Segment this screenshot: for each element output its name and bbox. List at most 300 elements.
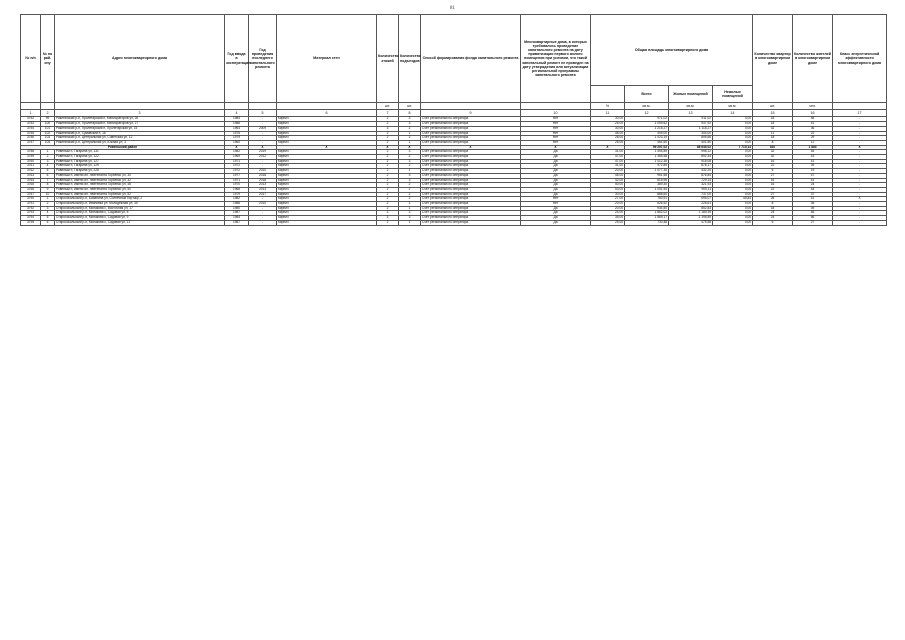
table-cell: 3790 (21, 197, 41, 202)
table-cell: 737,00 (669, 192, 713, 197)
table-cell: 304,00 (669, 131, 713, 136)
column-number: 17 (833, 110, 887, 117)
table-cell: 42,00 (591, 178, 625, 183)
table-cell: Старооскольский р-н, Монакова с, Садовая ул, 11 (55, 220, 225, 225)
column-number: 2 (41, 110, 55, 117)
table-cell: 27,00 (591, 197, 625, 202)
table-cell: Счёт регионального оператора (421, 192, 521, 197)
table-cell: 2 (377, 155, 399, 160)
table-cell: 32 (753, 126, 793, 131)
table-cell: Ровеньки п, имени ил. лейтенанта Горбенко ул, 30 (55, 173, 225, 178)
table-cell: 10 (41, 192, 55, 197)
table-cell: 895,66 (669, 136, 713, 141)
table-cell: Ровеньки п, Гагарина ул, 122 (55, 155, 225, 160)
table-cell: 0,00 (713, 155, 753, 160)
table-cell: - (249, 122, 277, 127)
table-cell: Да (521, 183, 591, 188)
table-cell: 888,60 (625, 192, 669, 197)
table-cell: Ровеньки п, имени ил. лейтенанта Горбенко ул, 52 (55, 192, 225, 197)
table-cell: 31,00 (591, 150, 625, 155)
table-cell: 2 (377, 220, 399, 225)
table-cell: X (833, 197, 887, 202)
table-cell: 16 (753, 178, 793, 183)
table-cell: 50,00 (591, 183, 625, 188)
table-cell: 3763 (21, 173, 41, 178)
table-cell: Да (521, 206, 591, 211)
table-cell: Кирпич (277, 150, 377, 155)
table-cell: Счёт регионального оператора (421, 206, 521, 211)
table-cell: - (249, 164, 277, 169)
table-cell: 961,58 (625, 173, 669, 178)
section-cell: 7 719,14 (713, 145, 753, 150)
table-cell: 16 (753, 183, 793, 188)
table-cell: 20,00 (591, 169, 625, 174)
table-cell: 0,00 (713, 136, 753, 141)
table-cell: Счёт регионального оператора (421, 122, 521, 127)
table-cell: 41 (793, 159, 833, 164)
table-cell: Счёт регионального оператора (421, 164, 521, 169)
section-cell: X (421, 145, 521, 150)
table-cell: 39 (793, 164, 833, 169)
table-cell: 45,84 (713, 197, 753, 202)
table-cell: Ровеньки п, Гагарина ул, 228 (55, 169, 225, 174)
table-cell: 3757 (21, 140, 41, 145)
table-cell: 2 (377, 178, 399, 183)
rows-rakityansky (21, 117, 887, 145)
rows-rovensky (21, 150, 887, 197)
table-cell: 1984 (225, 216, 249, 221)
table-cell: 27 (793, 220, 833, 225)
table-cell: Да (521, 173, 591, 178)
header-in-list: Многоквартирные дома, в которых требовалось проведение капитального ремонта на дату приватизации первого жилого помещения при условии, что такой капитальный ремонт не проведен на дату утверждения или актуализации региональной программы капитального ремонта (521, 15, 591, 103)
header-address: Адрес многоквартирного дома (55, 15, 225, 103)
table-cell: 2 (399, 126, 421, 131)
table-cell: Кирпич (277, 220, 377, 225)
table-cell: 2018 (249, 173, 277, 178)
column-number: 16 (793, 110, 833, 117)
table-cell: Ровеньки п, Гагарина ул, 129 (55, 164, 225, 169)
table-cell: 3767 (21, 192, 41, 197)
table-cell: 1 (399, 140, 421, 145)
table-cell: 2010 (249, 169, 277, 174)
table-cell: 4 (41, 164, 55, 169)
table-cell: 225,61 (669, 202, 713, 207)
table-cell: Счёт регионального оператора (421, 173, 521, 178)
table-cell: 32 (753, 155, 793, 160)
table-cell: 1 494,89 (625, 150, 669, 155)
table-cell: Ракитянский р-н, Центральная ул, Советская ул, 12 (55, 136, 225, 141)
table-cell: Ровеньки п, имени ил. лейтенанта Горбенко ул, 48 (55, 183, 225, 188)
table-cell: Счёт регионального оператора (421, 169, 521, 174)
table-cell: 2 (377, 197, 399, 202)
column-number: 5 (249, 110, 277, 117)
table-cell: 32 (753, 150, 793, 155)
table-cell: 972,85 (625, 164, 669, 169)
header-total-area: Общая площадь многоквартирного дома (591, 15, 753, 86)
table-cell: 37 (793, 192, 833, 197)
header-fund-method: Способ формирования фонда капитального ремонта (421, 15, 521, 103)
header-num: № п/п (21, 15, 41, 103)
section-cell: 99 297,02 (625, 145, 669, 150)
table-cell: 25,00 (591, 220, 625, 225)
table-cell: 2018 (249, 178, 277, 183)
table-cell: 1982 (225, 197, 249, 202)
table-cell: Ровеньки п, Гагарина ул, 131 (55, 150, 225, 155)
table-cell: 44 (793, 187, 833, 192)
table-cell: Нет (521, 131, 591, 136)
table-cell: 1 189,39 (669, 211, 713, 216)
table-cell: 934,50 (625, 206, 669, 211)
table-cell: 3756 (21, 136, 41, 141)
table-cell: 8 (41, 183, 55, 188)
table-cell: 35,00 (591, 216, 625, 221)
table-cell: 46 (793, 211, 833, 216)
section-cell: X (225, 145, 249, 150)
table-cell: 3 (399, 216, 421, 221)
table-cell: 2017 (249, 192, 277, 197)
unit-residents: чел. (793, 103, 833, 110)
table-cell: - (249, 159, 277, 164)
table-cell: 8 (753, 140, 793, 145)
table-cell: 2 (377, 183, 399, 188)
table-cell: 8 (753, 202, 793, 207)
table-cell: 11 (753, 131, 793, 136)
table-cell: 1 077,30 (625, 169, 669, 174)
table-cell: 3 (399, 211, 421, 216)
table-cell: - (833, 211, 887, 216)
table-cell: 1982 (225, 150, 249, 155)
unit-entrances: шт. (399, 103, 421, 110)
table-cell: - (833, 178, 887, 183)
table-cell: 45,00 (591, 173, 625, 178)
table-cell: 1 (399, 169, 421, 174)
table-cell: 47 (793, 173, 833, 178)
section-cell: X (833, 145, 887, 150)
table-cell: 2 (377, 187, 399, 192)
table-cell: - (833, 169, 887, 174)
table-cell: 0,00 (713, 211, 753, 216)
table-cell: - (833, 117, 887, 122)
table-cell: 815,96 (625, 178, 669, 183)
table-cell: 321,93 (669, 183, 713, 188)
table-cell: 730,48 (625, 220, 669, 225)
table-cell: 2012 (249, 155, 277, 160)
page-number: 81 (450, 6, 455, 11)
table-cell: 3 (399, 122, 421, 127)
table-cell: 45,00 (591, 131, 625, 136)
table-cell: 2 (377, 173, 399, 178)
table-cell: 3766 (21, 187, 41, 192)
table-cell: 1 (399, 202, 421, 207)
table-cell: Кирпич (277, 187, 377, 192)
table-cell: 3 (377, 126, 399, 131)
table-cell: 1971 (225, 159, 249, 164)
table-cell: 1972 (225, 164, 249, 169)
section-cell: 810 (753, 145, 793, 150)
table-cell: 24,00 (591, 211, 625, 216)
table-cell: 405,00 (625, 131, 669, 136)
table-cell: Да (521, 216, 591, 221)
table-cell: Ракитянский р-н, Пролетарский п, Мелиораторов ул, 26 (55, 117, 225, 122)
table-cell: Кирпич (277, 211, 377, 216)
table-cell: 3 (41, 159, 55, 164)
table-cell: Счёт регионального оператора (421, 126, 521, 131)
table-cell: 1987 (225, 220, 249, 225)
table-cell: - (833, 206, 887, 211)
table-cell: 2013 (249, 183, 277, 188)
table-cell: 3759 (21, 155, 41, 160)
table-cell: 47,00 (591, 159, 625, 164)
table-cell: 3758 (21, 150, 41, 155)
table-cell: Кирпич (277, 131, 377, 136)
table-cell: Старооскольский р-н, Бабанина ул, Солнечный бор мкр, 2 (55, 197, 225, 202)
table-cell: Да (521, 169, 591, 174)
table-cell: 0,00 (713, 150, 753, 155)
table-cell: 53,00 (591, 187, 625, 192)
table-cell: 1969 (225, 155, 249, 160)
table-cell: Кирпич (277, 122, 377, 127)
column-number: 13 (669, 110, 713, 117)
table-cell: 100 (41, 122, 55, 127)
table-cell: - (833, 216, 887, 221)
section-cell: X (277, 145, 377, 150)
table-cell: 1988 (225, 122, 249, 127)
table-cell: 3793 (21, 211, 41, 216)
unit-m2-nonliving: кв.м. (713, 103, 753, 110)
table-cell: 1 023,19 (625, 136, 669, 141)
table-cell: 971,02 (625, 117, 669, 122)
header-energy-class: Класс энергетической эффективности многоквартирного дома (833, 15, 887, 103)
table-cell: 3762 (21, 169, 41, 174)
table-cell: 18 (753, 206, 793, 211)
section-cell: X (249, 145, 277, 150)
table-cell: Нет (521, 197, 591, 202)
table-cell: - (249, 117, 277, 122)
table-cell: Кирпич (277, 155, 377, 160)
table-cell: 3754 (21, 126, 41, 131)
table-cell: Счёт регионального оператора (421, 159, 521, 164)
table-cell: Старооскольский р-н, Монакова с, Садовая ул, 9 (55, 216, 225, 221)
rows-starooskolsky (21, 197, 887, 225)
table-cell: 2 (399, 197, 421, 202)
table-cell: 20,00 (591, 202, 625, 207)
header-apartments: Количество квартир в многоквартирном доме (753, 15, 793, 103)
table-cell: 2 (377, 122, 399, 127)
table-cell: Счёт регионального оператора (421, 136, 521, 141)
table-cell: - (833, 136, 887, 141)
table-cell: 461,50 (625, 140, 669, 145)
table-cell: - (833, 150, 887, 155)
table-cell: Кирпич (277, 206, 377, 211)
section-cell: X (377, 145, 399, 150)
header-spacer (591, 86, 625, 103)
table-cell: 29 (793, 136, 833, 141)
column-number: 9 (421, 110, 521, 117)
unit-percent: % (591, 103, 625, 110)
table-cell: 1 012,36 (625, 159, 669, 164)
table-cell: 2013 (249, 187, 277, 192)
table-cell: 1 (41, 197, 55, 202)
table-cell: - (833, 159, 887, 164)
table-cell: Счёт регионального оператора (421, 211, 521, 216)
column-number: 4 (225, 110, 249, 117)
table-cell: Счёт регионального оператора (421, 202, 521, 207)
table-cell: 2 (377, 117, 399, 122)
table-cell: 6 (41, 220, 55, 225)
table-cell: Нет (521, 136, 591, 141)
table-cell: 30,00 (591, 117, 625, 122)
table-cell: 2 (377, 202, 399, 207)
table-cell: 0,00 (713, 178, 753, 183)
table-cell: 6 (753, 220, 793, 225)
table-cell: 937,92 (669, 122, 713, 127)
table-cell: Ракитянский р-н, Центральная ул, Южная ул, 3 (55, 140, 225, 145)
table-cell: 876,84 (669, 173, 713, 178)
table-cell: Кирпич (277, 159, 377, 164)
table-cell: 1 (399, 206, 421, 211)
table-cell: Ровеньки п, Гагарина ул, 127 (55, 159, 225, 164)
table-cell: 3764 (21, 178, 41, 183)
table-cell: Счёт регионального оператора (421, 197, 521, 202)
table-cell: 760,91 (625, 197, 669, 202)
table-cell: 432,20 (669, 169, 713, 174)
table-cell: Кирпич (277, 216, 377, 221)
table-cell: 2 (377, 136, 399, 141)
table-cell: 28,00 (591, 136, 625, 141)
table-cell: 1977 (225, 173, 249, 178)
table-cell: 3 (399, 159, 421, 164)
table-cell: 1972 (225, 169, 249, 174)
table-cell: 0,00 (713, 131, 753, 136)
table-cell: 0,00 (713, 140, 753, 145)
table-cell: Кирпич (277, 169, 377, 174)
table-cell: 475,58 (669, 220, 713, 225)
table-cell: 2 (377, 131, 399, 136)
table-cell: 2 (377, 140, 399, 145)
table-cell: 39 (793, 206, 833, 211)
table-cell: 0,00 (713, 192, 753, 197)
table-cell: Да (521, 192, 591, 197)
table-cell: 27 (753, 192, 793, 197)
table-cell: 2 (377, 150, 399, 155)
table-cell: Старооскольский р-н, Монакова с, Садовая ул, 8 (55, 211, 225, 216)
table-cell: Да (521, 150, 591, 155)
table-cell: 852,83 (669, 206, 713, 211)
header-area-living: Жилых помещений (669, 86, 713, 103)
table-cell: Ровеньки п, имени ил. лейтенанта Горбенко ул, 32 (55, 178, 225, 183)
table-cell: 1 (41, 150, 55, 155)
table-cell: 30,00 (591, 192, 625, 197)
table-cell: Кирпич (277, 164, 377, 169)
table-cell: - (249, 211, 277, 216)
table-cell: 1979 (225, 192, 249, 197)
table-cell: 1987 (225, 211, 249, 216)
unit-m2-living: кв.м. (669, 103, 713, 110)
column-number: 12 (625, 110, 669, 117)
table-cell: 0,00 (713, 159, 753, 164)
table-cell: 3792 (21, 206, 41, 211)
section-cell: 1 883 (793, 145, 833, 150)
header-area-all: Всего (625, 86, 669, 103)
table-cell: 1 (399, 220, 421, 225)
table-cell: Кирпич (277, 192, 377, 197)
unit-floors: шт. (377, 103, 399, 110)
table-cell: 0,00 (713, 117, 753, 122)
table-cell: 3 (377, 216, 399, 221)
table-cell: 1 059,62 (625, 122, 669, 127)
table-cell: 1971 (225, 178, 249, 183)
table-cell: 3 (377, 211, 399, 216)
table-cell: - (249, 206, 277, 211)
table-cell: - (833, 220, 887, 225)
table-cell: 24 (753, 211, 793, 216)
table-cell: 3794 (21, 216, 41, 221)
table-cell: 101 (41, 126, 55, 131)
table-cell: 0,00 (713, 202, 753, 207)
table-cell: 1 118,27 (669, 126, 713, 131)
header-area-nonliving: Нежилых помещений (713, 86, 753, 103)
section-title: Ровеньский район (21, 145, 225, 150)
table-cell: Старооскольский р-н, Монакова с, Восточная ул, 17 (55, 206, 225, 211)
table-cell: 25,00 (591, 122, 625, 127)
table-cell: 1 051,54 (625, 187, 669, 192)
table-cell: 1 195,89 (669, 216, 713, 221)
table-cell: 918,08 (669, 159, 713, 164)
table-cell: Нет (521, 122, 591, 127)
table-cell: Счёт регионального оператора (421, 220, 521, 225)
table-cell: Кирпич (277, 173, 377, 178)
table-cell: 0,00 (713, 169, 753, 174)
table-cell: Счёт регионального оператора (421, 178, 521, 183)
column-number: 14 (713, 110, 753, 117)
table-cell: 0,00 (713, 206, 753, 211)
table-cell: 3 (41, 206, 55, 211)
table-cell: 911,02 (669, 117, 713, 122)
column-number: 6 (277, 110, 377, 117)
table-cell: Счёт регионального оператора (421, 187, 521, 192)
table-cell: Кирпич (277, 140, 377, 145)
table-cell: 2 (399, 164, 421, 169)
table-cell: 0,00 (713, 173, 753, 178)
table-cell: 3 (399, 150, 421, 155)
table-cell: 28 (753, 197, 793, 202)
table-cell: 1984 (225, 117, 249, 122)
header-entrances: Количество подъездов (399, 15, 421, 103)
table-cell: 1 862,02 (625, 211, 669, 216)
table-cell: 1988 (225, 202, 249, 207)
table-cell: 0,00 (713, 183, 753, 188)
table-cell: Кирпич (277, 183, 377, 188)
header-year-built: Год ввода в эксплуатацию (225, 15, 249, 103)
table-cell: 16 (753, 159, 793, 164)
table-cell: 6 (41, 173, 55, 178)
table-cell: 626,92 (625, 202, 669, 207)
table-cell: - (249, 220, 277, 225)
table-cell: Нет (521, 202, 591, 207)
table-cell: 24 (793, 183, 833, 188)
table-cell: Счёт регионального оператора (421, 155, 521, 160)
table-cell: Ровеньки п, имени ил. лейтенанта Горбенко ул, 50 (55, 187, 225, 192)
table-cell: 31,00 (591, 164, 625, 169)
table-cell: 2019 (249, 150, 277, 155)
table-cell: 102 (41, 131, 55, 136)
table-cell: - (833, 202, 887, 207)
table-cell: 30,00 (591, 126, 625, 131)
table-cell: 1960 (225, 140, 249, 145)
table-cell: 401,50 (669, 140, 713, 145)
table-cell: 22 (753, 187, 793, 192)
table-cell: Счёт регионального оператора (421, 216, 521, 221)
